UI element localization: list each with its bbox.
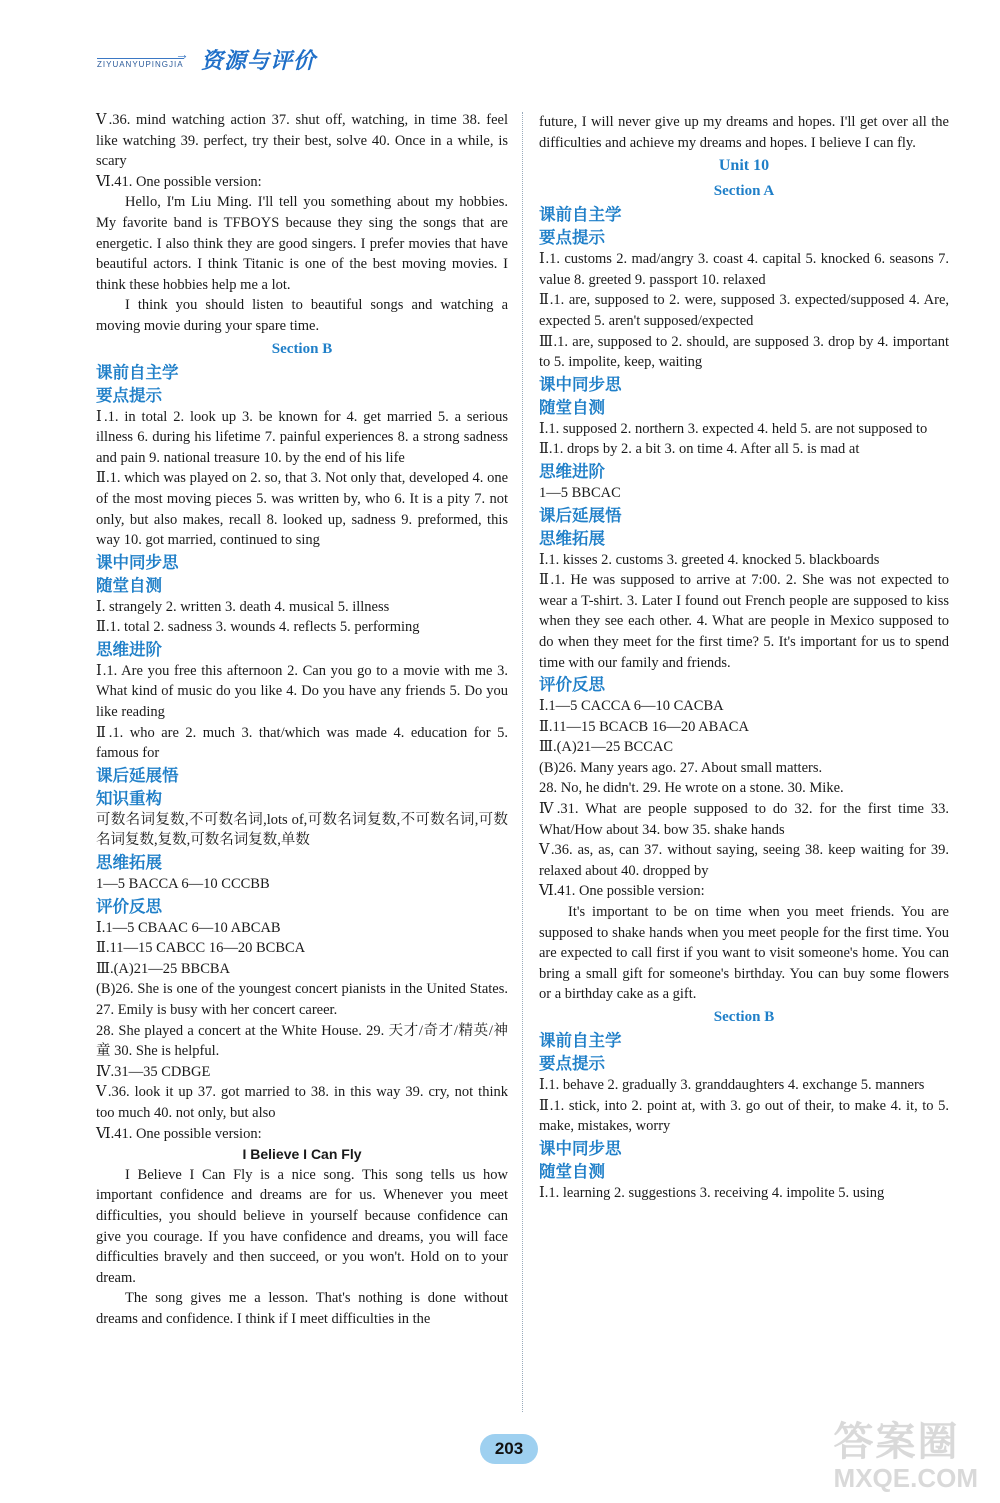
answer-line: Ⅰ.1. behave 2. gradually 3. granddaughters 4. exchange 5. manners <box>539 1077 925 1093</box>
right-column <box>539 112 949 1203</box>
essay-paragraph: I Believe I Can Fly is a nice song. This song tells us how important confidence and dreams are for us. Whenever you meet difficulties, you should believe in yourself because confidence can give you courage. If you have confidence and dreams, you will face difficulties bravely and then succeed, or you won't. Hold on to your dream. <box>96 1166 508 1286</box>
essay-paragraph: It's important to be on time when you meet friends. You are supposed to shake hands when you meet people for the first time. You are expected to call first if you want to visit someone's home. You can bring a small gift for someone's birthday. You can buy some flowers or a birthday cake as a gift. <box>539 904 949 1003</box>
page-number: 203 <box>480 1434 538 1464</box>
answer-line: 1—5 BBCAC <box>539 484 621 501</box>
answer-line: Ⅰ.1. supposed 2. northern 3. expected 4. held 5. are not supposed to <box>539 420 928 437</box>
unit-title: Unit 10 <box>718 157 770 175</box>
column-divider <box>522 112 523 1412</box>
section-heading: 课后延展悟 <box>539 505 622 525</box>
answer-line: Ⅱ.1. drops by 2. a bit 3. on time 4. After all 5. is mad at <box>539 441 860 458</box>
answer-line: Ⅰ. strangely 2. written 3. death 4. musical 5. illness <box>96 598 390 615</box>
answer-line: Ⅱ.11—15 CABCC 16—20 BCBCA <box>96 940 306 957</box>
section-heading: 课中同步思 <box>539 1138 622 1158</box>
section-heading: 课前自主学 <box>96 362 179 382</box>
answer-line: Ⅲ.(A)21—25 BBCBA <box>96 960 231 977</box>
answer-line: Ⅰ.1—5 CBAAC 6—10 ABCAB <box>96 919 281 936</box>
answer-line: Ⅲ.(A)21—25 BCCAC <box>539 739 674 756</box>
answer-line: Ⅰ.1—5 CACCA 6—10 CACBA <box>539 698 724 715</box>
watermark-url: MXQE.COM <box>833 1463 978 1493</box>
header-brand: 资源与评价 <box>201 49 317 74</box>
answer-line: Ⅵ.41. One possible version: <box>96 173 262 190</box>
watermark-logo: 答案圈 <box>833 1420 960 1464</box>
answer-line: Ⅱ.1. total 2. sadness 3. wounds 4. reflects 5. performing <box>96 619 420 636</box>
section-title: Section A <box>713 183 775 200</box>
section-heading: 要点提示 <box>539 1054 605 1073</box>
answer-line: 28. No, he didn't. 29. He wrote on a stone. 30. Mike. <box>539 780 844 797</box>
answer-line: Ⅵ.41. One possible version: <box>96 1125 262 1142</box>
answer-line: Ⅳ.31—35 CDBGE <box>96 1063 211 1080</box>
book-header <box>95 44 355 78</box>
answer-line: 可数名词复数,不可数名词,lots of,可数名词复数,不可数名词,可数名词复数,复数,可数名词复数,单数 <box>96 811 508 849</box>
section-heading: 要点提示 <box>96 385 162 405</box>
section-heading: 知识重构 <box>96 788 162 808</box>
answer-line: Ⅱ.1. stick, into 2. point at, with 3. go out of their, to make 4. it, to 5. make, mistakes, worry <box>539 1097 949 1135</box>
answer-line: Ⅱ.1. who are 2. much 3. that/which was made 4. education for 5. famous for <box>96 724 508 762</box>
answer-line: Ⅳ.31. What are people supposed to do 32. for the first time 33. What/How about 34. bow 35. shake hands <box>539 801 949 838</box>
essay-paragraph: I think you should listen to beautiful songs and watching a moving movie during your spare time. <box>96 297 508 334</box>
left-column <box>96 110 508 1330</box>
answer-line: future, I will never give up my dreams and hopes. I'll get over all the difficulties and achieve my dreams and hopes. I believe I can fly. <box>539 114 949 151</box>
answer-line: Ⅴ.36. look it up 37. got married to 38. in this way 39. cry, not think too much 40. not only, but also <box>96 1084 508 1121</box>
answer-line: Ⅱ.1. which was played on 2. so, that 3. Not only that, developed 4. one of the most moving pieces 5. was written by, who 6. It is a pity 7. not only, but also makes, recall 8. looked up, sadness 9. preformed, this way 10. got married, continued to sing <box>96 470 508 549</box>
section-heading: 课中同步思 <box>96 552 179 572</box>
answer-line: Ⅱ.1. He was supposed to arrive at 7:00. 2. She was not expected to wear a T-shirt. 3. Later I found out French people are supposed to kiss when they see each other. 4. What are people in Mexico supposed to do when they meet for the first time? 5. It's important for us to spend time with our family and friends. <box>539 572 949 671</box>
section-heading: 要点提示 <box>539 228 605 248</box>
section-heading: 课中同步思 <box>539 374 622 394</box>
essay-paragraph: Hello, I'm Liu Ming. I'll tell you something about my hobbies. My favorite band is TFBOYS because they sing the songs that are energetic. I also think they are good singers. I prefer movies that have beautiful actors. I think Titanic is one of the best moving movies. I think these hobbies help me a lot. <box>96 194 508 293</box>
answer-line: 28. She played a concert at the White House. 29. 天才/奇才/精英/神童 30. She is helpful. <box>96 1022 508 1060</box>
section-heading: 评价反思 <box>96 896 162 916</box>
answer-line: Ⅵ.41. One possible version: <box>539 883 705 900</box>
section-heading: 思维拓展 <box>96 853 162 873</box>
section-heading: 评价反思 <box>539 675 605 695</box>
arrow-icon: → <box>175 48 189 63</box>
section-heading: 思维拓展 <box>539 528 605 548</box>
answer-line: Ⅴ.36. mind watching action 37. shut off, watching, in time 38. feel like watching 39. perfect, try their best, solve 40. Once in a while, is scary <box>96 112 508 170</box>
section-heading: 思维进阶 <box>539 461 605 481</box>
watermark <box>834 1410 978 1494</box>
answer-line: Ⅱ.1. are, supposed to 2. were, supposed 3. expected/supposed 4. Are, expected 5. aren't supposed/expected <box>539 292 949 329</box>
essay-title: I Believe I Can Fly <box>242 1146 362 1163</box>
answer-line: Ⅴ.36. as, as, can 37. without saying, seeing 38. keep waiting for 39. relaxed about 40. dropped by <box>539 842 949 879</box>
section-heading: 思维进阶 <box>96 639 162 659</box>
section-title: Section B <box>271 340 333 357</box>
answer-line: Ⅰ.1. in total 2. look up 3. be known for 4. get married 5. a serious illness 6. during his lifetime 7. painful experiences 8. a strong sadness and pain 9. national treasure 10. by the end of his life <box>96 408 508 466</box>
section-heading: 课前自主学 <box>539 1031 622 1050</box>
section-heading: 课前自主学 <box>539 205 622 225</box>
section-heading: 随堂自测 <box>539 397 605 417</box>
section-heading: 课后延展悟 <box>96 765 179 785</box>
answer-line: Ⅰ.1. learning 2. suggestions 3. receiving 4. impolite 5. using <box>539 1184 885 1201</box>
essay-paragraph: The song gives me a lesson. That's nothing is done without dreams and confidence. I think if I meet difficulties in the <box>96 1290 508 1327</box>
answer-line: 1—5 BACCA 6—10 CCCBB <box>96 876 270 893</box>
answer-line: Ⅱ.11—15 BCACB 16—20 ABACA <box>539 718 749 735</box>
section-heading: 随堂自测 <box>96 575 162 595</box>
answer-line: Ⅰ.1. kisses 2. customs 3. greeted 4. knocked 5. blackboards <box>539 551 880 568</box>
answer-line: Ⅰ.1. customs 2. mad/angry 3. coast 4. capital 5. knocked 6. seasons 7. value 8. greeted 9. passport 10. relaxed <box>539 251 949 288</box>
answer-line: Ⅲ.1. are, supposed to 2. should, are supposed 3. drop by 4. important to 5. impolite, keep, waiting <box>539 333 949 371</box>
answer-line: (B)26. Many years ago. 27. About small matters. <box>539 759 823 776</box>
header-pinyin: ZIYUANYUPINGJIA <box>97 60 184 69</box>
section-title: Section B <box>713 1009 775 1025</box>
section-heading: 随堂自测 <box>539 1161 605 1181</box>
answer-line: (B)26. She is one of the youngest concert pianists in the United States. 27. Emily is busy with her concert career. <box>96 981 508 1018</box>
answer-line: Ⅰ.1. Are you free this afternoon 2. Can you go to a movie with me 3. What kind of music do you like 4. Do you have any friends 5. Do you like reading <box>96 662 508 721</box>
